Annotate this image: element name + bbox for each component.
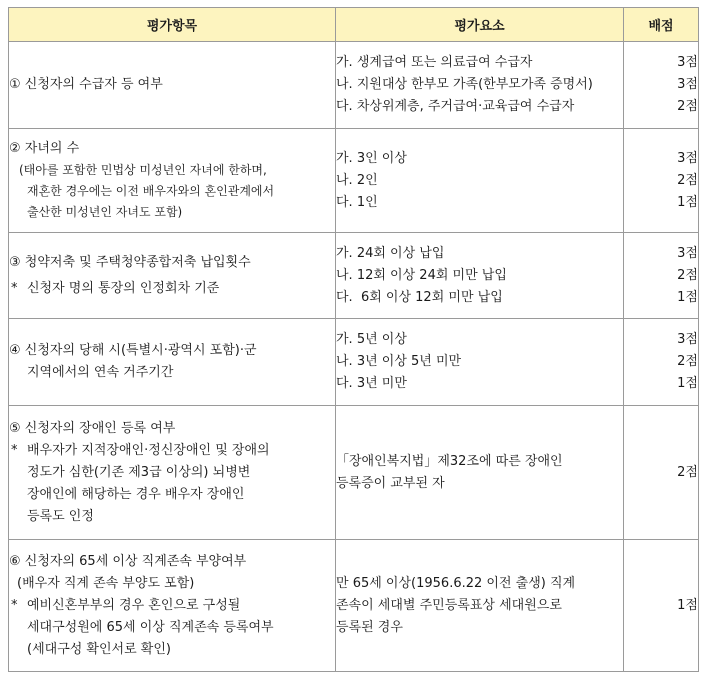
note-mark: * <box>11 597 18 613</box>
item-note-text: 세대구성원에 65세 이상 직계존속 등록여부 <box>27 619 274 635</box>
note-mark: * <box>11 442 18 458</box>
score-cell <box>624 406 699 540</box>
item-title: ⑤ 신청자의 장애인 등록 여부 <box>9 420 176 436</box>
element-line: 다. 차상위계층, 주거급여·교육급여 수급자 <box>336 99 575 114</box>
element-line: 「장애인복지법」제32조에 따른 장애인 <box>336 453 563 469</box>
item-title: ③ 청약저축 및 주택청약종합저축 납입횟수 <box>9 254 251 270</box>
table-row <box>9 406 699 540</box>
score-value: 2점 <box>677 464 698 480</box>
header-element: 평가요소 <box>336 8 624 42</box>
score-value: 2점 <box>677 172 698 188</box>
score-value: 2점 <box>677 267 698 283</box>
item-cell <box>9 233 336 319</box>
score-value: 1점 <box>677 597 698 613</box>
table-row <box>9 233 699 319</box>
item-note <box>9 595 335 661</box>
score-value: 3점 <box>677 332 698 347</box>
item-cell <box>9 319 336 406</box>
element-line: 다. 1인 <box>336 194 378 210</box>
header-score: 배점 <box>624 8 699 42</box>
element-cell <box>336 129 624 233</box>
item-note-text: 예비신혼부부의 경우 혼인으로 구성될 <box>27 597 241 613</box>
table-row <box>9 540 699 672</box>
item-note-text: 정도가 심한(기존 제3급 이상의) 뇌병변 <box>27 464 251 480</box>
item-note-text: 신청자 명의 통장의 인정회차 기준 <box>27 280 220 296</box>
element-cell <box>336 233 624 319</box>
element-line: 나. 12회 이상 24회 미만 납입 <box>336 267 507 283</box>
score-value: 2점 <box>677 99 698 114</box>
item-title-cont: (배우자 직계 존속 부양도 포함) <box>17 575 195 591</box>
item-subnote: (태아를 포함한 민법상 미성년인 자녀에 한하며, <box>19 163 267 177</box>
score-value: 3점 <box>677 150 698 166</box>
header-item: 평가항목 <box>9 8 336 42</box>
element-line: 가. 3인 이상 <box>336 150 407 166</box>
table-row <box>9 129 699 233</box>
element-line: 만 65세 이상(1956.6.22 이전 출생) 직계 <box>336 575 576 591</box>
item-cell <box>9 406 336 540</box>
score-value: 3점 <box>677 245 698 261</box>
score-cell <box>624 129 699 233</box>
score-cell <box>624 233 699 319</box>
element-line: 나. 지원대상 한부모 가족(한부모가족 증명서) <box>336 77 593 92</box>
score-value: 1점 <box>677 194 698 210</box>
element-line: 등록된 경우 <box>336 619 403 635</box>
score-cell <box>624 42 699 129</box>
element-line: 다. 6회 이상 12회 미만 납입 <box>336 289 503 305</box>
item-note-text: 등록도 인정 <box>27 508 94 524</box>
score-value: 1점 <box>677 376 698 391</box>
header-row <box>9 8 699 42</box>
item-title: ① 신청자의 수급자 등 여부 <box>9 77 163 92</box>
item-note-text: 배우자가 지적장애인·정신장애인 및 장애의 <box>27 442 270 458</box>
score-cell <box>624 319 699 406</box>
table-row <box>9 319 699 406</box>
score-cell <box>624 540 699 672</box>
item-note-text: (세대구성 확인서로 확인) <box>27 641 171 657</box>
element-line: 나. 3년 이상 5년 미만 <box>336 354 462 369</box>
element-line: 등록증이 교부된 자 <box>336 475 445 491</box>
note-mark: * <box>11 280 18 296</box>
element-line: 존속이 세대별 주민등록표상 세대원으로 <box>336 597 562 613</box>
table-row <box>9 42 699 129</box>
score-value: 2점 <box>677 354 698 369</box>
item-cell <box>9 540 336 672</box>
item-title: ② 자녀의 수 <box>9 141 80 156</box>
item-title: ④ 신청자의 당해 시(특별시·광역시 포함)·군 <box>9 343 257 358</box>
element-cell <box>336 319 624 406</box>
scoring-table <box>8 7 699 672</box>
item-note <box>9 440 335 528</box>
item-note-text: 장애인에 해당하는 경우 배우자 장애인 <box>27 486 245 502</box>
element-line: 가. 24회 이상 납입 <box>336 245 445 261</box>
element-line: 다. 3년 미만 <box>336 376 407 391</box>
score-value: 3점 <box>677 77 698 92</box>
item-note <box>9 278 335 300</box>
element-line: 나. 2인 <box>336 172 378 188</box>
item-cell <box>9 129 336 233</box>
element-cell <box>336 540 624 672</box>
item-subnote: 재혼한 경우에는 이전 배우자와의 혼인관계에서 <box>27 184 275 198</box>
item-title: ⑥ 신청자의 65세 이상 직계존속 부양여부 <box>9 553 247 569</box>
element-cell <box>336 406 624 540</box>
element-line: 가. 5년 이상 <box>336 332 407 347</box>
item-subnote: 출산한 미성년인 자녀도 포함) <box>27 205 183 219</box>
item-title-cont: 지역에서의 연속 거주기간 <box>27 365 174 380</box>
item-cell <box>9 42 336 129</box>
score-value: 1점 <box>677 289 698 305</box>
element-cell <box>336 42 624 129</box>
score-value: 3점 <box>677 55 698 70</box>
element-line: 가. 생계급여 또는 의료급여 수급자 <box>336 55 533 70</box>
